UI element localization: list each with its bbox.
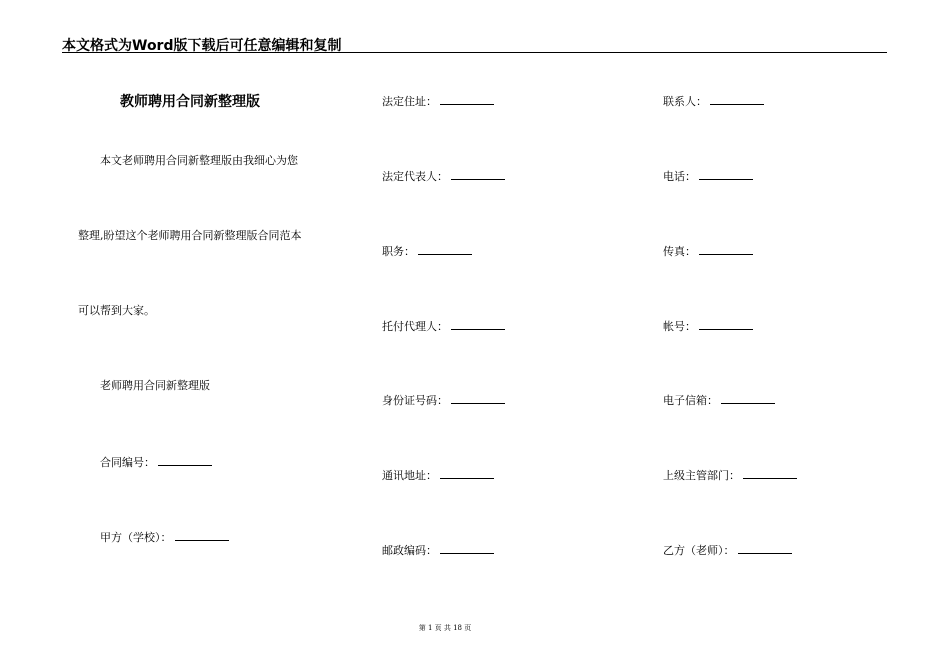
field-label: 乙方（老师）： bbox=[663, 544, 735, 557]
fill-blank bbox=[158, 454, 212, 466]
field-label: 联系人： bbox=[663, 95, 707, 108]
field-id-no bbox=[382, 392, 505, 408]
contract-subtitle: 老师聘用合同新整理版 bbox=[100, 379, 210, 392]
fill-blank bbox=[738, 542, 792, 554]
field-phone bbox=[663, 168, 753, 184]
page-header: 本文格式为Word版下载后可任意编辑和复制 bbox=[62, 38, 342, 54]
field-account bbox=[663, 318, 753, 334]
page-number: 第 1 页 共 18 页 bbox=[418, 624, 472, 632]
field-label: 通讯地址： bbox=[382, 469, 437, 482]
fill-blank bbox=[440, 542, 494, 554]
field-label: 身份证号码： bbox=[382, 394, 448, 407]
fill-blank bbox=[743, 467, 797, 479]
intro-line-2: 整理,盼望这个老师聘用合同新整理版合同范本 bbox=[78, 229, 302, 242]
fill-blank bbox=[440, 467, 494, 479]
field-position bbox=[382, 243, 472, 259]
field-label: 电子信箱： bbox=[663, 394, 718, 407]
field-label: 电话： bbox=[663, 170, 696, 183]
intro-line-3: 可以帮到大家。 bbox=[78, 304, 155, 317]
fill-blank bbox=[440, 93, 494, 105]
field-party-a bbox=[100, 529, 229, 545]
fill-blank bbox=[699, 318, 753, 330]
fill-blank bbox=[451, 318, 505, 330]
field-label: 传真： bbox=[663, 245, 696, 258]
fill-blank bbox=[699, 243, 753, 255]
field-party-b bbox=[663, 542, 792, 558]
fill-blank bbox=[418, 243, 472, 255]
field-superior-dept bbox=[663, 467, 797, 483]
field-email bbox=[663, 392, 775, 408]
field-legal-rep bbox=[382, 168, 505, 184]
field-label: 托付代理人： bbox=[382, 320, 448, 333]
header-divider bbox=[62, 52, 887, 53]
field-label: 职务： bbox=[382, 245, 415, 258]
field-agent bbox=[382, 318, 505, 334]
field-fax bbox=[663, 243, 753, 259]
field-mail-address bbox=[382, 467, 494, 483]
field-contract-no bbox=[100, 454, 212, 470]
fill-blank bbox=[710, 93, 764, 105]
fill-blank bbox=[451, 168, 505, 180]
fill-blank bbox=[699, 168, 753, 180]
field-label: 邮政编码： bbox=[382, 544, 437, 557]
field-label: 法定代表人： bbox=[382, 170, 448, 183]
intro-line-1: 本文老师聘用合同新整理版由我细心为您 bbox=[100, 154, 298, 167]
field-label: 上级主管部门： bbox=[663, 469, 740, 482]
field-address bbox=[382, 93, 494, 109]
fill-blank bbox=[175, 529, 229, 541]
field-label: 帐号： bbox=[663, 320, 696, 333]
field-label: 合同编号： bbox=[100, 456, 155, 469]
field-label: 甲方（学校）： bbox=[100, 531, 172, 544]
document-title: 教师聘用合同新整理版 bbox=[120, 94, 260, 110]
field-label: 法定住址： bbox=[382, 95, 437, 108]
fill-blank bbox=[451, 392, 505, 404]
field-postcode bbox=[382, 542, 494, 558]
fill-blank bbox=[721, 392, 775, 404]
field-contact bbox=[663, 93, 764, 109]
